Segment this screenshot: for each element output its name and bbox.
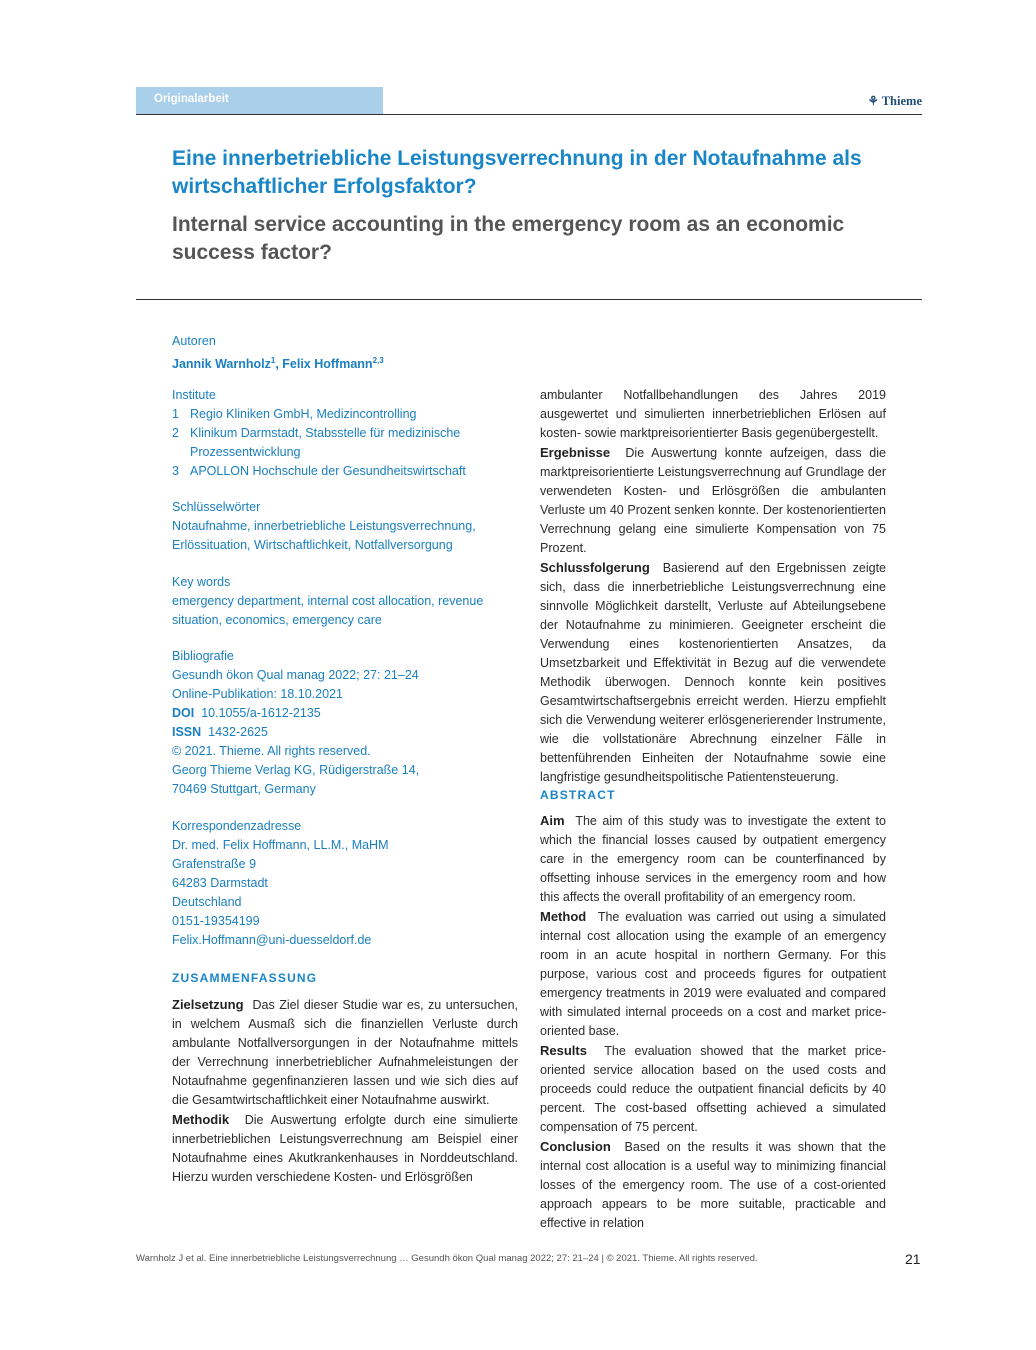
zielsetzung-text: Das Ziel dieser Studie war es, zu untersuchen, in welchem Ausmaß sich die finanziellen Verluste durch ambulante Notfallversorgungen in der Notaufnahme mittels der Verrechnung innerbetrieblicher Aufnahmeleistungen der Notaufnahme gegenfinanzieren lassen und wie sich dies auf die Gesamtwirtschaftlichkeit einer Notaufnahme auswirkt. xyxy=(172,998,518,1107)
copyright: © 2021. Thieme. All rights reserved. xyxy=(172,744,371,758)
schlussfolgerung-label: Schlussfolgerung xyxy=(540,560,650,575)
doi-value[interactable]: 10.1055/a-1612-2135 xyxy=(201,706,321,720)
aim-text: The aim of this study was to investigate the extent to which the financial losses caused by outpatient emergency care in the emergency room can be counterfinanced by offsetting inhouse services in the emergency room and how this affects the overall profitability of an emergency room. xyxy=(540,814,886,904)
schlussfolgerung-paragraph xyxy=(540,558,886,787)
publisher-logo xyxy=(868,93,922,109)
institutes-block xyxy=(172,386,512,481)
correspondence-line: Grafenstraße 9 xyxy=(172,857,257,871)
methodik-text: Die Auswertung erfolgte durch eine simulierte innerbetrieblichen Leistungsverrechnung am Beispiel einer Notaufnahme eines Akutkrankenhauses in Norddeutschland. Hierzu wurden verschiedene Kosten- und Erlösgrößen xyxy=(172,1113,518,1184)
method-text: The evaluation was carried out using a simulated internal cost allocation using the example of an emergency room in an acute hospital in northern Germany. For this purpose, various cost and proceeds figures for outpatient emergency treatments in 2019 were evaluated and compared with simulated internal proceeds on a cost and market price-oriented base. xyxy=(540,910,886,1038)
publisher-address-1: Georg Thieme Verlag KG, Rüdigerstraße 14, xyxy=(172,763,420,777)
correspondence-phone: 0151-19354199 xyxy=(172,914,260,928)
footer-citation: Warnholz J et al. Eine innerbetriebliche Leistungsverrechnung … Gesundh ökon Qual manag 2022; 27: 21–24 | © 2021. Thieme. All rights reserved. xyxy=(136,1253,758,1264)
institute-number: 1 xyxy=(172,407,179,421)
institute-item xyxy=(172,424,512,462)
institute-item xyxy=(172,462,512,481)
online-publication: Online-Publikation: 18.10.2021 xyxy=(172,687,343,701)
aim-paragraph xyxy=(540,811,886,907)
zusammenfassung-heading: ZUSAMMENFASSUNG xyxy=(172,971,318,985)
zielsetzung-paragraph xyxy=(172,995,518,1110)
keywords-english-block xyxy=(172,573,507,630)
author-1: Jannik Warnholz xyxy=(172,357,271,372)
institute-number: 2 xyxy=(172,426,179,440)
authors-label: Autoren xyxy=(172,334,216,348)
correspondence-line: Dr. med. Felix Hoffmann, LL.M., MaHM xyxy=(172,838,389,852)
results-paragraph xyxy=(540,1041,886,1137)
author-separator: , xyxy=(275,357,283,372)
header-rule xyxy=(136,114,922,115)
correspondence-line: Deutschland xyxy=(172,895,242,909)
institute-name: APOLLON Hochschule der Gesundheitswirtschaft xyxy=(190,464,466,478)
issn-label: ISSN xyxy=(172,725,202,739)
publisher-address-2: 70469 Stuttgart, Germany xyxy=(172,782,316,796)
ergebnisse-paragraph xyxy=(540,443,886,558)
title-rule xyxy=(136,299,922,300)
correspondence-email[interactable]: Felix.Hoffmann@uni-duesseldorf.de xyxy=(172,933,372,947)
author-2: Felix Hoffmann xyxy=(282,357,373,372)
author-list xyxy=(172,351,522,374)
zusammenfassung-left-column xyxy=(172,995,518,1187)
correspondence-block xyxy=(172,817,512,950)
article-title-german: Eine innerbetriebliche Leistungsverrechnung in der Notaufnahme als wirtschaftlicher Erfolgsfaktor? xyxy=(172,147,862,198)
publisher-name: Thieme xyxy=(881,94,922,108)
conclusion-text: Based on the results it was shown that the internal cost allocation is a useful way to minimizing financial losses of the emergency room. The use of a cost-oriented approach appears to be more suitable, practicable and effective in relation xyxy=(540,1140,886,1230)
results-text: The evaluation showed that the market price-oriented service allocation based on the used costs and proceeds could reduce the outpatient financial deficits by 40 percent. The cost-based offsetting achieved a simulated compensation of 75 percent. xyxy=(540,1044,886,1134)
institutes-label: Institute xyxy=(172,388,216,402)
abstract-column xyxy=(540,811,886,1233)
author-1-affiliation: 1 xyxy=(270,356,276,365)
page-number: 21 xyxy=(905,1251,921,1267)
zusammenfassung-right-column xyxy=(540,386,886,787)
keywords-german-block xyxy=(172,498,502,555)
institute-item xyxy=(172,405,512,424)
bibliography-block xyxy=(172,647,512,799)
methodik-paragraph xyxy=(172,1110,518,1187)
correspondence-label: Korrespondenzadresse xyxy=(172,819,302,833)
author-2-affiliation: 2,3 xyxy=(372,356,384,365)
abstract-heading: ABSTRACT xyxy=(540,788,616,802)
section-tag: Originalarbeit xyxy=(136,87,383,114)
keywords-german-label: Schlüsselwörter xyxy=(172,500,261,514)
institute-name: Klinikum Darmstadt, Stabsstelle für medizinische Prozessentwicklung xyxy=(190,426,461,459)
zielsetzung-label: Zielsetzung xyxy=(172,997,244,1012)
institute-name: Regio Kliniken GmbH, Medizincontrolling xyxy=(190,407,417,421)
authors-block xyxy=(172,332,522,374)
methodik-label: Methodik xyxy=(172,1112,230,1127)
doi-label: DOI xyxy=(172,706,195,720)
method-label: Method xyxy=(540,909,587,924)
article-title-english: Internal service accounting in the emergency room as an economic success factor? xyxy=(172,213,845,264)
bibliography-label: Bibliografie xyxy=(172,649,234,663)
method-paragraph xyxy=(540,907,886,1041)
ergebnisse-text: Die Auswertung konnte aufzeigen, dass die marktpreisorientierte Leistungsverrechnung auf Grundlage der verwendeten Kosten- und Erlösgrößen die ambulanten Verluste um 40 Prozent senken konnte. Der kostenorientierten Verrechnung gelang eine simulierte Kompensation von 75 Prozent. xyxy=(540,446,886,555)
doi-line xyxy=(172,704,512,723)
conclusion-label: Conclusion xyxy=(540,1139,611,1154)
keywords-english-text: emergency department, internal cost allocation, revenue situation, economics, emergency care xyxy=(172,594,484,627)
aim-label: Aim xyxy=(540,813,565,828)
keywords-english-label: Key words xyxy=(172,575,231,589)
ergebnisse-label: Ergebnisse xyxy=(540,445,611,460)
journal-citation: Gesundh ökon Qual manag 2022; 27: 21–24 xyxy=(172,668,419,682)
issn-value: 1432-2625 xyxy=(208,725,268,739)
keywords-german-text: Notaufnahme, innerbetriebliche Leistungsverrechnung, Erlössituation, Wirtschaftlichkeit, Notfallversorgung xyxy=(172,519,476,552)
thieme-logo-icon: ⚘ xyxy=(867,94,879,108)
issn-line xyxy=(172,723,512,742)
conclusion-paragraph xyxy=(540,1137,886,1233)
results-label: Results xyxy=(540,1043,587,1058)
methodik-continued: ambulanter Notfallbehandlungen des Jahres 2019 ausgewertet und simulierten innerbetrieblichen Erlösen auf kosten- sowie marktpreisorientierter Basis gegenübergestellt. xyxy=(540,388,886,440)
institute-number: 3 xyxy=(172,464,179,478)
schlussfolgerung-text: Basierend auf den Ergebnissen zeigte sich, dass die innerbetriebliche Leistungsverrechnung eine sinnvolle Möglichkeit darstellt, Verluste auf Abteilungsebene der Notaufnahme zu minimieren. Geeigneter erscheint die Verwendung eines kostenorientierten Ansatzes, da Umsetzbarkeit und Effektivität in Bezug auf die verwendete Methodik überwogen. Dennoch konnte kein positives Gesamtwirtschaftsergebnis erreicht werden. Hierzu empfiehlt sich die Verwendung weiterer erlösgenerierender Instrumente, wie die vollstationäre Abrechnung einzelner Fälle in bettenführenden Einheiten der Notaufnahme sowie eine langfristige gesundheitspolitische Patientensteuerung. xyxy=(540,561,886,784)
correspondence-line: 64283 Darmstadt xyxy=(172,876,268,890)
